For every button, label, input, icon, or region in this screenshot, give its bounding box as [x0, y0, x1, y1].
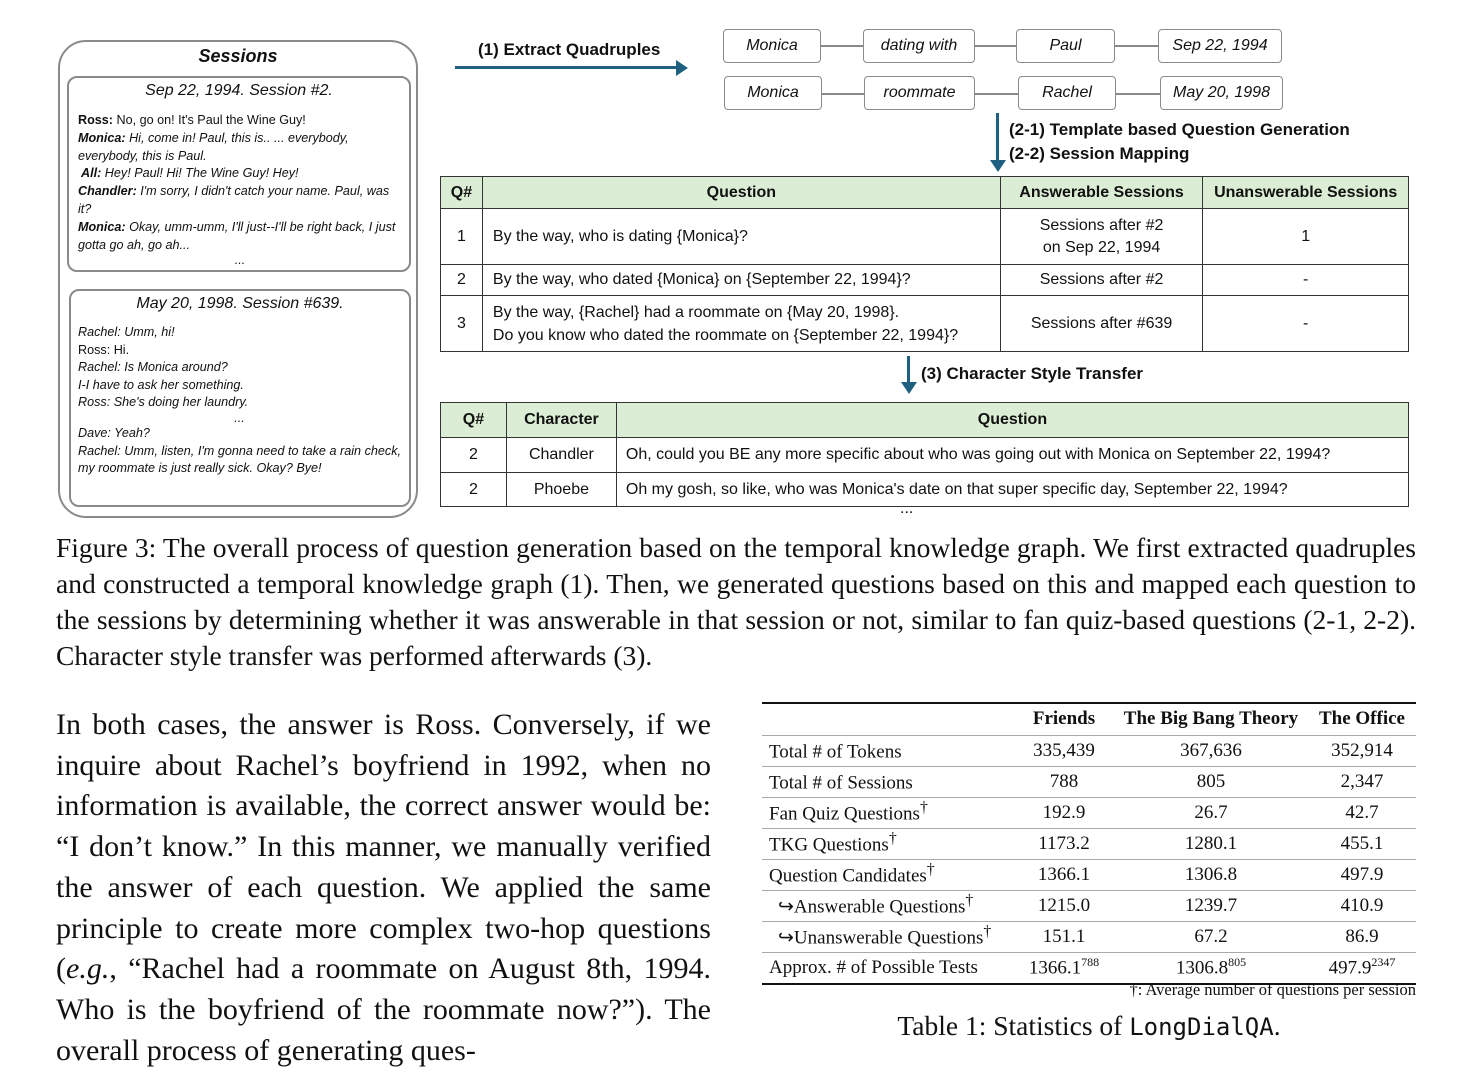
- table-row: ↪Answerable Questions† 1215.0 1239.7 410.9: [762, 890, 1416, 921]
- session-dialogue: [78, 324, 401, 478]
- quad-subject: Monica: [723, 29, 821, 63]
- quad-edge: [1115, 93, 1161, 95]
- col-header: The Office: [1318, 708, 1405, 730]
- quad-edge: [821, 93, 865, 95]
- table-row: 2 Chandler Oh, could you BE any more specific about who was going out with Monica on September 22, 1994?: [441, 438, 1409, 473]
- style-transfer-table: [440, 402, 1409, 507]
- col-header: Q#: [441, 403, 507, 438]
- step3-label: (3) Character Style Transfer: [921, 364, 1144, 383]
- dialogue-line: Ross: No, go on! It's Paul the Wine Guy!: [78, 113, 306, 127]
- quad-date: May 20, 1998: [1160, 76, 1283, 110]
- quad-relation: roommate: [864, 76, 975, 110]
- step2-1-label: (2-1) Template based Question Generation: [1009, 120, 1350, 139]
- table-row: Question Candidates† 1366.1 1306.8 497.9: [762, 859, 1416, 890]
- table-row: 1 By the way, who is dating {Monica}? Sessions after #2 on Sep 22, 1994 1: [441, 209, 1409, 265]
- quad-edge: [974, 45, 1017, 47]
- table-row: Total # of Tokens 335,439 367,636 352,914: [762, 735, 1416, 766]
- quad-relation: dating with: [863, 29, 975, 63]
- dialogue-line: Ross: She's doing her laundry.: [78, 395, 249, 410]
- quad-subject: Monica: [724, 76, 822, 110]
- dialogue-line: Dave: Yeah?: [78, 425, 150, 440]
- dialogue-line: Rachel: Umm, listen, I'm gonna need to take a rain check, my roommate is just really sick. Okay? Bye!: [78, 443, 401, 476]
- dialogue-line: Ross: Hi.: [78, 342, 130, 357]
- quad-edge: [974, 93, 1019, 95]
- question-table: [440, 176, 1409, 352]
- table-row: Fan Quiz Questions† 192.9 26.7 42.7: [762, 797, 1416, 828]
- col-header: Question: [482, 177, 1000, 209]
- dialogue-line: All: Hey! Paul! Hi! The Wine Guy! Hey!: [81, 166, 299, 181]
- col-header: Character: [506, 403, 616, 438]
- table-caption: Table 1: Statistics of LongDialQA.: [897, 1010, 1281, 1041]
- quad-edge: [820, 45, 864, 47]
- table-row: Total # of Sessions 788 805 2,347: [762, 766, 1416, 797]
- sessions-title: Sessions: [198, 46, 278, 66]
- step1-label: (1) Extract Quadruples: [478, 40, 661, 59]
- figure-caption: Figure 3: The overall process of question generation based on the temporal knowledge graph. We first extracted quadruples and constructed a temporal knowledge graph (1). Then, we generated questions based on this and mapped each question to the sessions by determining whether it was answerable in that session or not, similar to fan quiz-based questions (2-1, 2-2). Character style transfer was performed afterwards (3).: [56, 532, 1416, 671]
- quad-date: Sep 22, 1994: [1158, 29, 1282, 63]
- session-dialogue: [78, 112, 401, 266]
- col-header: Q#: [441, 177, 483, 209]
- table-row: TKG Questions† 1173.2 1280.1 455.1: [762, 828, 1416, 859]
- quad-edge: [1114, 45, 1159, 47]
- session-header: May 20, 1998. Session #639.: [136, 295, 344, 312]
- session-header: Sep 22, 1994. Session #2.: [145, 82, 333, 99]
- dialogue-line: Rachel: Umm, hi!: [78, 325, 175, 339]
- step2-arrowhead-icon: [990, 160, 1006, 172]
- quad-object: Rachel: [1018, 76, 1116, 110]
- dialogue-line: Monica: Hi, come in! Paul, this is.. ... everybody, everybody, this is Paul.: [78, 130, 349, 163]
- dialogue-ellipsis: ...: [234, 253, 245, 268]
- table-footnote: †: Average number of questions per session: [1129, 980, 1416, 999]
- step2-arrow-shaft: [996, 113, 999, 163]
- dialogue-line: Monica: Okay, umm-umm, I'll just--I'll be right back, I just gotta go ah, go ah...: [78, 219, 396, 252]
- col-header: Question: [616, 403, 1408, 438]
- session-card-2: [67, 76, 411, 272]
- step3-arrowhead-icon: [901, 382, 917, 394]
- style-table-ellipsis: ...: [900, 500, 914, 517]
- stats-table: [762, 702, 1416, 985]
- col-header: The Big Bang Theory: [1123, 708, 1299, 730]
- col-header: Unanswerable Sessions: [1203, 177, 1409, 209]
- quad-object: Paul: [1016, 29, 1115, 63]
- col-header: Friends: [1032, 708, 1096, 730]
- table-row: 2 By the way, who dated {Monica} on {September 22, 1994}? Sessions after #2 -: [441, 265, 1409, 296]
- table-row: 2 Phoebe Oh my gosh, so like, who was Monica's date on that super specific day, September 22, 1994?: [441, 473, 1409, 507]
- table-row: 3 By the way, {Rachel} had a roommate on {May 20, 1998}. Do you know who dated the roommate on {September 22, 1994}? Sessions after #639 -: [441, 296, 1409, 352]
- dialogue-line: Chandler: I'm sorry, I didn't catch your name. Paul, was it?: [78, 184, 390, 216]
- step1-arrow-shaft: [455, 66, 681, 69]
- col-header: [762, 703, 1014, 735]
- session-card-639: [69, 289, 411, 507]
- table-row: Approx. # of Possible Tests 1366.1$^{788}$ 1306.8$^{805}$ $497.9^{2347}$: [762, 952, 1416, 984]
- step2-2-label: (2-2) Session Mapping: [1009, 144, 1190, 163]
- body-paragraph: In both cases, the answer is Ross. Conversely, if we inquire about Rachel’s boyfriend in 1992, when no information is available, the correct answer would be: “I don’t know.” In this manner, we manually verified the answer of each question. We applied the same principle to create more complex two-hop questions (e.g., “Rachel had a roommate on August 8th, 1994. Who is the boyfriend of the roommate now?”). The overall process of generating ques-: [56, 708, 711, 1067]
- dialogue-line: Rachel: Is Monica around?: [78, 360, 228, 375]
- col-header: Answerable Sessions: [1000, 177, 1203, 209]
- table-row: ↪Unanswerable Questions† 151.1 67.2 86.9: [762, 921, 1416, 952]
- step1-arrowhead-icon: [676, 60, 688, 76]
- dialogue-ellipsis: ...: [234, 410, 245, 425]
- dialogue-line: I-I have to ask her something.: [78, 377, 244, 392]
